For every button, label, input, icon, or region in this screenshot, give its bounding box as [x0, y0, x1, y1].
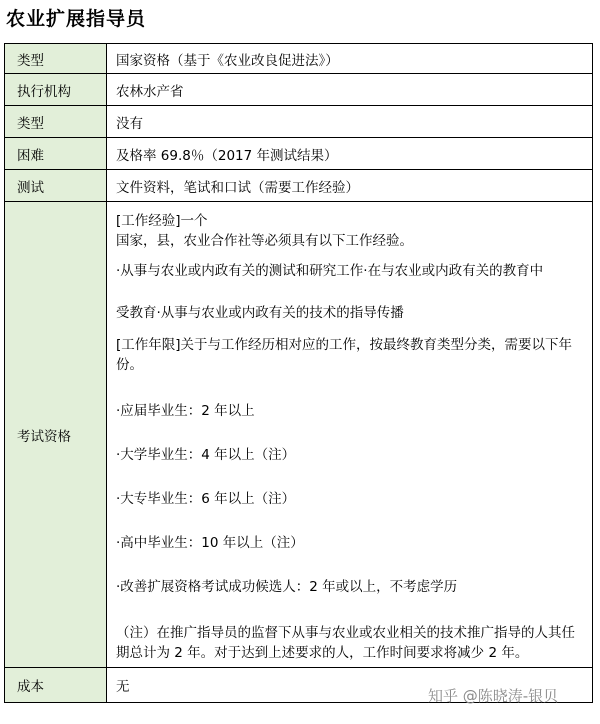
req-line: ·高中毕业生：10 年以上（注）	[116, 534, 304, 551]
table-row	[5, 202, 593, 668]
row-label: 困难	[5, 138, 107, 170]
row-value: 农林水产省	[107, 74, 593, 106]
table-row	[5, 170, 593, 202]
req-note: （注）在推广指导员的监督下从事与农业或农业相关的技术推广指导的人其任期总计为 2 年。对于达到上述要求的人，工作时间要求将减少 2 年。	[116, 624, 575, 661]
table-row	[5, 74, 593, 106]
row-label: 类型	[5, 44, 107, 74]
row-value: 文件资料，笔试和口试（需要工作经验）	[107, 170, 593, 202]
exam-requirements	[107, 202, 593, 668]
table-row	[5, 106, 593, 138]
req-line: 国家，县，农业合作社等必须具有以下工作经验。	[116, 232, 413, 249]
req-line: 受教育·从事与农业或内政有关的技术的指导传播	[116, 304, 404, 321]
row-label: 测试	[5, 170, 107, 202]
table-row	[5, 44, 593, 74]
req-line: [工作经验]一个	[116, 212, 208, 229]
row-label: 类型	[5, 106, 107, 138]
row-label: 执行机构	[5, 74, 107, 106]
row-value: 无	[107, 668, 593, 703]
req-line: [工作年限]关于与工作经历相对应的工作，按最终教育类型分类，需要以下年份。	[116, 336, 573, 373]
req-line: ·应届毕业生：2 年以上	[116, 402, 255, 419]
watermark: 知乎 @陈晓涛-银贝	[428, 687, 559, 705]
row-value: 及格率 69.8％（2017 年测试结果）	[107, 138, 593, 170]
info-table	[4, 43, 593, 703]
row-label: 成本	[5, 668, 107, 703]
row-value: 国家资格（基于《农业改良促进法》）	[107, 44, 593, 74]
page-title: 农业扩展指导员	[6, 8, 147, 30]
row-label: 考试资格	[5, 202, 107, 668]
req-line: ·大专毕业生：6 年以上（注）	[116, 490, 296, 507]
req-line: ·从事与农业或内政有关的测试和研究工作·在与农业或内政有关的教育中	[116, 262, 544, 279]
req-line: ·改善扩展资格考试成功候选人：2 年或以上，不考虑学历	[116, 578, 458, 595]
row-value: 没有	[107, 106, 593, 138]
req-line: ·大学毕业生：4 年以上（注）	[116, 446, 296, 463]
table-row	[5, 138, 593, 170]
